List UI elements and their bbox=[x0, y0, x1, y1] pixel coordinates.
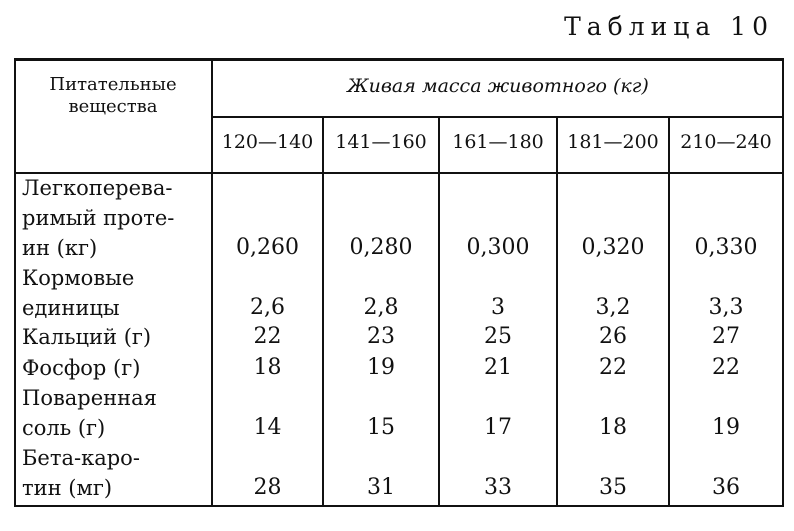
table-cell: 36 bbox=[712, 475, 740, 500]
table-border-top bbox=[14, 58, 784, 61]
table-cell: 33 bbox=[484, 475, 512, 500]
row-label-line: ин (кг) bbox=[22, 236, 98, 260]
row-label-line: соль (г) bbox=[22, 416, 106, 440]
range-header: 120—140 bbox=[221, 131, 314, 153]
row-label bbox=[22, 263, 134, 323]
header-live-weight: Живая масса животного (кг) bbox=[347, 75, 649, 97]
row-label-line: Фосфор (г) bbox=[22, 356, 141, 380]
table-cell: 19 bbox=[367, 355, 395, 380]
table-cell: 14 bbox=[253, 415, 282, 440]
table-cell: 3,2 bbox=[595, 295, 631, 320]
table-cell: 3 bbox=[491, 295, 505, 320]
table-cell: 18 bbox=[253, 355, 282, 380]
table-border-left bbox=[14, 58, 16, 507]
table-cell: 19 bbox=[712, 415, 740, 440]
range-header: 141—160 bbox=[335, 131, 427, 153]
range-header: 181—200 bbox=[567, 131, 659, 153]
table-cell: 0,300 bbox=[466, 235, 530, 260]
table-cell: 22 bbox=[712, 355, 740, 380]
table-cell: 2,8 bbox=[363, 295, 399, 320]
table-caption: Таблица 10 bbox=[564, 12, 774, 41]
row-label-line: единицы bbox=[22, 296, 120, 320]
table-cell: 17 bbox=[484, 415, 512, 440]
row-label-line: римый проте- bbox=[22, 206, 175, 230]
table-cell: 35 bbox=[599, 475, 627, 500]
table-cell: 15 bbox=[367, 415, 395, 440]
table-cell: 0,260 bbox=[236, 235, 299, 260]
table-cell: 0,320 bbox=[581, 235, 645, 260]
table-cell: 3,3 bbox=[708, 295, 744, 320]
row-label bbox=[22, 322, 151, 352]
table-cell: 28 bbox=[253, 475, 282, 500]
table-cell: 2,6 bbox=[250, 295, 285, 320]
table-cell: 31 bbox=[367, 475, 395, 500]
row-label bbox=[22, 173, 174, 263]
table-cell: 0,280 bbox=[349, 235, 413, 260]
table-cell: 27 bbox=[712, 324, 740, 349]
header-nutrients bbox=[14, 74, 212, 118]
range-header: 210—240 bbox=[680, 131, 772, 153]
table-cell: 21 bbox=[484, 355, 512, 380]
row-label bbox=[22, 443, 140, 503]
row-label-line: Легкоперева- bbox=[22, 176, 173, 200]
group-divider bbox=[212, 116, 784, 118]
table-cell: 0,330 bbox=[694, 235, 758, 260]
row-label-line: Поваренная bbox=[22, 386, 157, 410]
row-label-line: Кальций (г) bbox=[22, 325, 152, 349]
row-label-line: тин (мг) bbox=[22, 476, 113, 500]
row-label bbox=[22, 383, 157, 443]
table-cell: 23 bbox=[367, 324, 395, 349]
row-label bbox=[22, 353, 140, 383]
header-nutrients-line: Питательные bbox=[49, 74, 177, 95]
table-cell: 25 bbox=[484, 324, 512, 349]
row-label-line: Бета-каро- bbox=[22, 446, 140, 470]
table-cell: 22 bbox=[253, 324, 282, 349]
header-nutrients-line: вещества bbox=[68, 96, 158, 117]
row-label-line: Кормовые bbox=[22, 266, 135, 290]
table-cell: 26 bbox=[599, 324, 627, 349]
table-cell: 18 bbox=[599, 415, 627, 440]
range-header: 161—180 bbox=[452, 131, 544, 153]
table-cell: 22 bbox=[599, 355, 627, 380]
